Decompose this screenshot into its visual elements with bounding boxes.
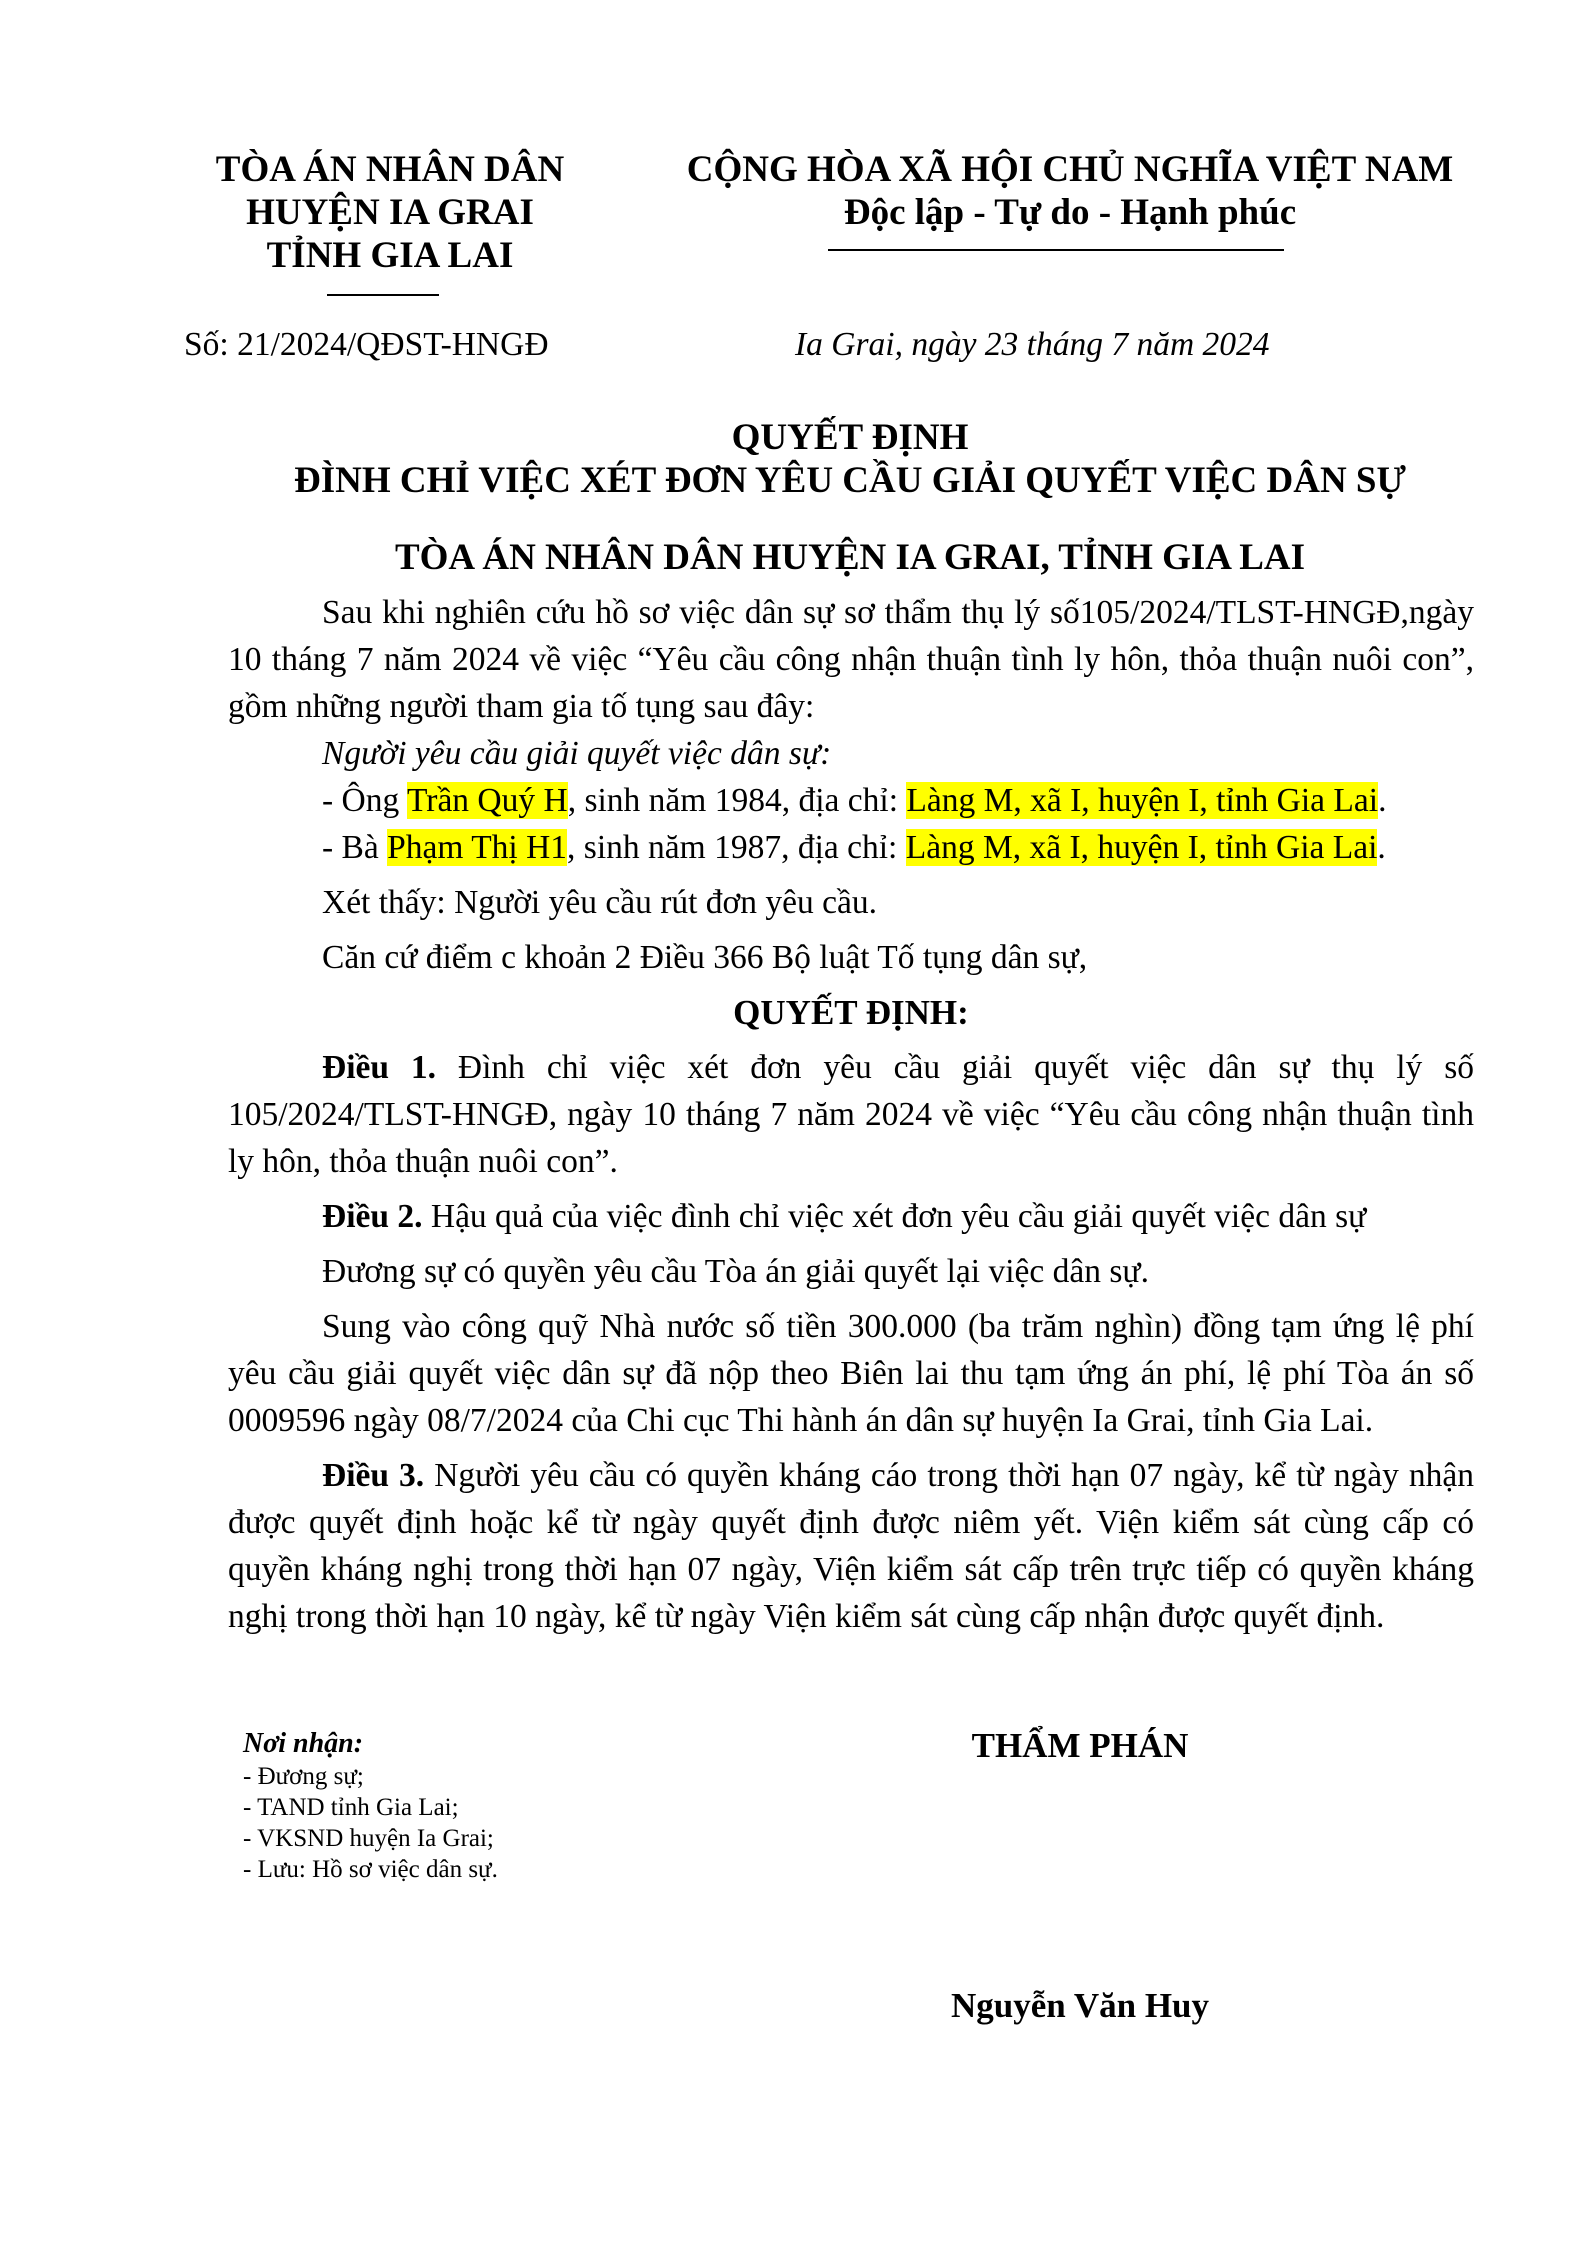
party-2-name: Phạm Thị H1	[387, 829, 568, 866]
intro-paragraph: Sau khi nghiên cứu hồ sơ việc dân sự sơ thẩm thụ lý số105/2024/TLST-HNGĐ,ngày 10 tháng 7 năm 2024 về việc “Yêu cầu công nhận thuận tình ly hôn, thỏa thuận nuôi con”, gồm những người tham gia tố tụng sau đây:	[228, 594, 1474, 725]
party-1-info: , sinh năm 1984, địa chỉ:	[567, 782, 907, 819]
document-number: Số: 21/2024/QĐST-HNGĐ	[184, 326, 549, 363]
party-1-address: Làng M, xã I, huyện I, tỉnh Gia Lai	[906, 782, 1379, 819]
decision-heading: QUYẾT ĐỊNH:	[733, 993, 969, 1032]
court-line-3: TỈNH GIA LAI	[266, 235, 514, 276]
party-2-end: .	[1377, 829, 1386, 866]
signer-name: Nguyễn Văn Huy	[950, 1986, 1210, 2025]
article-2-para-2: Sung vào công quỹ Nhà nước số tiền 300.000 (ba trăm nghìn) đồng tạm ứng lệ phí yêu cầu giải quyết việc dân sự đã nộp theo Biên lai thu tạm ứng án phí, lệ phí Tòa án số 0009596 ngày 08/7/2024 của Chi cục Thi hành án dân sự huyện Ia Grai, tỉnh Gia Lai.	[228, 1308, 1474, 1439]
party-2-info: , sinh năm 1987, địa chỉ:	[567, 829, 906, 866]
parties-label: Người yêu cầu giải quyết việc dân sự:	[322, 735, 832, 772]
party-1-prefix: - Ông	[322, 782, 407, 819]
title-line-1: QUYẾT ĐỊNH	[731, 417, 969, 458]
recipient-item: - TAND tỉnh Gia Lai;	[243, 1794, 459, 1821]
article-3-text: Người yêu cầu có quyền kháng cáo trong thời hạn 07 ngày, kể từ ngày nhận được quyết định hoặc kể từ ngày quyết định được niêm yết. Viện kiểm sát cùng cấp có quyền kháng nghị trong thời hạn 07 ngày, Viện kiểm sát cấp trên trực tiếp có quyền kháng nghị trong thời hạn 10 ngày, kể từ ngày Viện kiểm sát cùng cấp nhận được quyết định.	[228, 1457, 1475, 1635]
national-motto: Độc lập - Tự do - Hạnh phúc	[843, 192, 1297, 233]
recipient-item: - Lưu: Hồ sơ việc dân sự.	[243, 1856, 498, 1883]
place-date: Ia Grai, ngày 23 tháng 7 năm 2024	[795, 326, 1270, 363]
article-1-label: Điều 1.	[322, 1049, 437, 1086]
court-heading: TÒA ÁN NHÂN DÂN HUYỆN IA GRAI, TỈNH GIA LAI	[394, 537, 1306, 578]
party-1-name: Trần Quý H	[407, 782, 568, 819]
party-2	[228, 824, 1474, 871]
party-1-end: .	[1378, 782, 1387, 819]
article-2-text: Hậu quả của việc đình chỉ việc xét đơn yêu cầu giải quyết việc dân sự	[422, 1198, 1367, 1235]
court-line-1: TÒA ÁN NHÂN DÂN	[215, 149, 565, 190]
article-3	[228, 1452, 1474, 1640]
court-line-2: HUYỆN IA GRAI	[246, 192, 534, 233]
article-2	[228, 1193, 1474, 1240]
article-3-label: Điều 3.	[322, 1457, 425, 1494]
document-title	[140, 416, 1560, 502]
nation-block	[640, 148, 1500, 234]
document-body	[228, 589, 1474, 1640]
party-2-prefix: - Bà	[322, 829, 388, 866]
party-1	[228, 777, 1474, 824]
title-line-2: ĐÌNH CHỈ VIỆC XÉT ĐƠN YÊU CẦU GIẢI QUYẾT VIỆC DÂN SỰ	[294, 460, 1406, 501]
article-1	[228, 1044, 1474, 1185]
recipient-item: - VKSND huyện Ia Grai;	[243, 1825, 494, 1852]
recipients-label: Nơi nhận:	[243, 1728, 364, 1759]
article-1-text: Đình chỉ việc xét đơn yêu cầu giải quyết việc dân sự thụ lý số 105/2024/TLST-HNGĐ, ngày 10 tháng 7 năm 2024 về việc “Yêu cầu công nhận thuận tình ly hôn, thỏa thuận nuôi con”.	[228, 1049, 1474, 1180]
court-name-block	[160, 148, 620, 277]
recipient-item: - Đương sự;	[243, 1763, 364, 1790]
article-2-label: Điều 2.	[322, 1198, 423, 1235]
recipients-block	[243, 1727, 498, 1885]
signature-title: THẨM PHÁN	[971, 1726, 1189, 1765]
court-underline	[327, 294, 439, 296]
motto-underline	[828, 249, 1284, 251]
party-2-address: Làng M, xã I, huyện I, tỉnh Gia Lai	[905, 829, 1378, 866]
finding: Xét thấy: Người yêu cầu rút đơn yêu cầu.	[322, 884, 877, 921]
nation-name: CỘNG HÒA XÃ HỘI CHỦ NGHĨA VIỆT NAM	[686, 149, 1454, 190]
legal-basis: Căn cứ điểm c khoản 2 Điều 366 Bộ luật Tố tụng dân sự,	[322, 939, 1088, 976]
article-2-para-1: Đương sự có quyền yêu cầu Tòa án giải quyết lại việc dân sự.	[322, 1253, 1149, 1290]
